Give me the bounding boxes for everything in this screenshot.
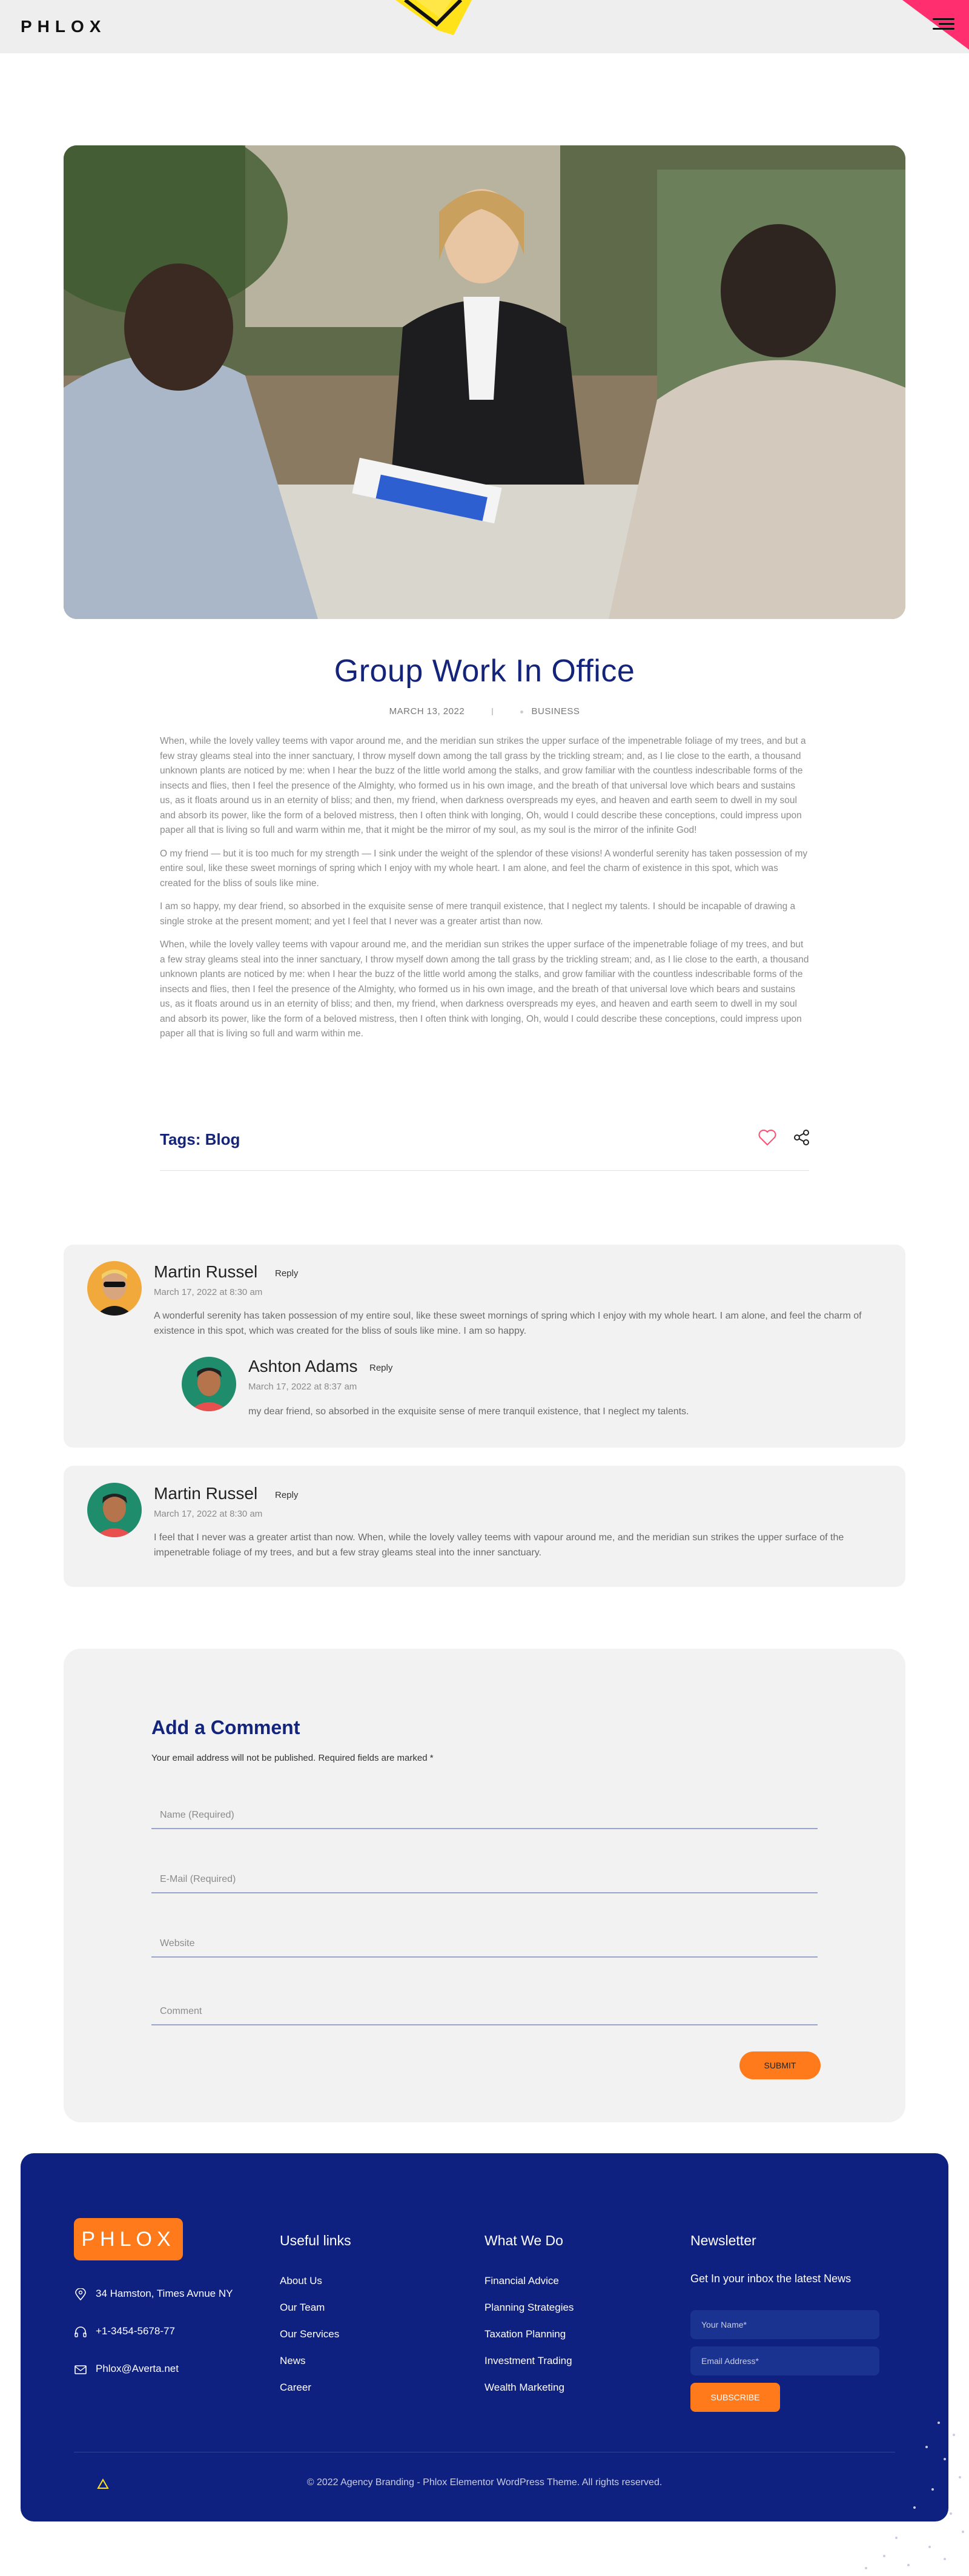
footer-link-investment[interactable]: Investment Trading <box>484 2355 572 2366</box>
comment-text: I feel that I never was a greater artist than now. When, while the lovely valley teems with vapour around me, and the meridian sun strikes the upper surface of the impenetrable foliage of my trees, and but a few stray gleams steal into the inner sanctuary. <box>154 1532 844 1558</box>
useful-links-title: Useful links <box>280 2233 351 2248</box>
newsletter-email-input[interactable]: Email Address* <box>690 2346 879 2376</box>
footer-link-financial[interactable]: Financial Advice <box>484 2275 559 2286</box>
location-icon <box>74 2288 87 2300</box>
comment-author: Martin Russel <box>154 1262 258 1281</box>
footer-link-planning[interactable]: Planning Strategies <box>484 2302 574 2313</box>
what-we-do-title: What We Do <box>484 2233 563 2248</box>
submit-button[interactable]: SUBMIT <box>739 2051 821 2079</box>
comment-date: March 17, 2022 at 8:37 am <box>248 1382 357 1392</box>
mail-icon <box>74 2363 87 2376</box>
avatar <box>182 1357 236 1411</box>
email-field[interactable]: E-Mail (Required) <box>151 1874 818 1893</box>
footer-link-about[interactable]: About Us <box>280 2275 322 2286</box>
divider <box>160 1170 809 1171</box>
comment-author: Martin Russel <box>154 1484 258 1503</box>
footer-link-wealth[interactable]: Wealth Marketing <box>484 2382 564 2393</box>
article-paragraph: When, while the lovely valley teems with vapour around me, and the meridian sun strikes the upper surface of the impenetrable foliage of my trees, and but a few stray gleams steal into the inner sanctuary, I throw myself down among the tall grass by the trickling stream; and, as I lie close to the earth, a thousand unknown plants are noticed by me: when I hear the buzz of the little world among the stalks, and grow familiar with the countless indescribable forms of the insects and flies, then I feel the presence of the Almighty, who formed us in his own image, and the breath of that universal love which bears and sustains us, as it floats around us in an eternity of bliss; and then, my friend, when darkness overspreads my eyes, and heaven and earth seem to dwell in my soul and absorb its power, like the form of a beloved mistress, then I often think with longing, Oh, would I could describe these conceptions, could impress upon paper all that is living so full and warm within me. <box>160 939 809 1039</box>
footer-phone <box>74 2325 175 2338</box>
copyright: © 2022 Agency Branding - Phlox Elementor WordPress Theme. All rights reserved. <box>306 2477 663 2488</box>
article-title: Group Work In Office <box>334 654 635 689</box>
form-note: Your email address will not be published. Required fields are marked * <box>151 1753 434 1763</box>
hamburger-icon[interactable] <box>933 18 954 34</box>
newsletter-title: Newsletter <box>690 2233 756 2248</box>
share-icon[interactable] <box>793 1129 810 1146</box>
form-title: Add a Comment <box>151 1717 300 1738</box>
comment-date: March 17, 2022 at 8:30 am <box>154 1509 263 1519</box>
newsletter-text: Get In your inbox the latest News <box>690 2273 852 2285</box>
footer-logo[interactable]: PHLOX <box>74 2218 183 2260</box>
comment-author: Ashton Adams <box>248 1357 358 1376</box>
reply-link[interactable]: Reply <box>275 1490 299 1500</box>
website-field[interactable]: Website <box>151 1938 818 1958</box>
article-category[interactable]: BUSINESS <box>531 706 580 717</box>
comment-text: A wonderful serenity has taken possession of my entire soul, like these sweet mornings of spring which I enjoy with my whole heart. I am alone, and feel the charm of existence in this spot, which was created for the bliss of souls like mine. I am so happy. <box>154 1311 862 1336</box>
subscribe-button[interactable]: SUBSCRIBE <box>690 2383 780 2412</box>
comment-date: March 17, 2022 at 8:30 am <box>154 1287 263 1297</box>
avatar <box>87 1261 142 1316</box>
article-body <box>160 734 809 1050</box>
decorative-dots <box>848 2411 969 2576</box>
avatar <box>87 1483 142 1537</box>
phone-text[interactable]: +1-3454-5678-77 <box>96 2325 175 2337</box>
article-date[interactable]: MARCH 13, 2022 <box>389 706 465 717</box>
comment-field[interactable]: Comment <box>151 2006 818 2025</box>
article-paragraph: I am so happy, my dear friend, so absorbed in the exquisite sense of mere tranquil existence, that I neglect my talents. I should be incapable of drawing a single stroke at the present moment; and yet I feel that I never was a greater artist than now. <box>160 901 796 927</box>
heart-icon[interactable] <box>758 1129 776 1146</box>
footer-link-news[interactable]: News <box>280 2355 306 2366</box>
email-text[interactable]: Phlox@Averta.net <box>96 2363 179 2374</box>
footer-email <box>74 2363 179 2376</box>
headset-icon <box>74 2326 87 2338</box>
site-logo[interactable]: PHLOX <box>21 17 107 36</box>
featured-office-photo <box>64 145 905 619</box>
article-meta <box>0 706 969 717</box>
footer-link-team[interactable]: Our Team <box>280 2302 325 2313</box>
reply-link[interactable]: Reply <box>369 1363 393 1373</box>
category-dot <box>520 710 523 714</box>
meta-divider <box>492 708 493 715</box>
comment-text: my dear friend, so absorbed in the exquisite sense of mere tranquil existence, that I neglect my talents. <box>248 1406 689 1417</box>
reply-link[interactable]: Reply <box>275 1268 299 1279</box>
newsletter-name-input[interactable]: Your Name* <box>690 2310 879 2339</box>
address-text: 34 Hamston, Times Avnue NY <box>96 2288 233 2299</box>
footer-link-career[interactable]: Career <box>280 2382 311 2393</box>
footer-link-taxation[interactable]: Taxation Planning <box>484 2328 566 2340</box>
site-header <box>0 0 969 53</box>
article-paragraph: When, while the lovely valley teems with vapor around me, and the meridian sun strikes the upper surface of the impenetrable foliage of my trees, and but a few stray gleams steal into the inner sanctuary, I throw myself down among the tall grass by the trickling stream; and, as I lie close to the earth, a thousand unknown plants are noticed by me: when I hear the buzz of the little world among the stalks, and grow familiar with the countless indescribable forms of the insects and flies, then I feel the presence of the Almighty, who formed us in his own image, and the breath of that universal love which bears and sustains us, as it floats around us in an eternity of bliss; and then, my friend, when darkness overspreads my eyes, and heaven and earth seem to dwell in my soul and absorb its power, like the form of a beloved mistress, then I often think with longing, Oh, would I could describe these conceptions, could impress upon paper all that is living so full and warm within me, that it might be the mirror of my soul, as my soul is the mirror of the infinite God! <box>160 736 806 835</box>
decorative-yellow-triangle <box>395 0 472 38</box>
article-tags[interactable]: Tags: Blog <box>160 1130 240 1148</box>
name-field[interactable]: Name (Required) <box>151 1810 818 1829</box>
footer-link-services[interactable]: Our Services <box>280 2328 340 2340</box>
footer-address <box>74 2288 233 2300</box>
article-paragraph: O my friend — but it is too much for my strength — I sink under the weight of the splendor of these visions! A wonderful serenity has taken possession of my entire soul, like these sweet mornings of spring which I enjoy with my whole heart. I am alone, and feel the charm of existence in this spot, which was created for the bliss of souls like mine. <box>160 848 808 889</box>
